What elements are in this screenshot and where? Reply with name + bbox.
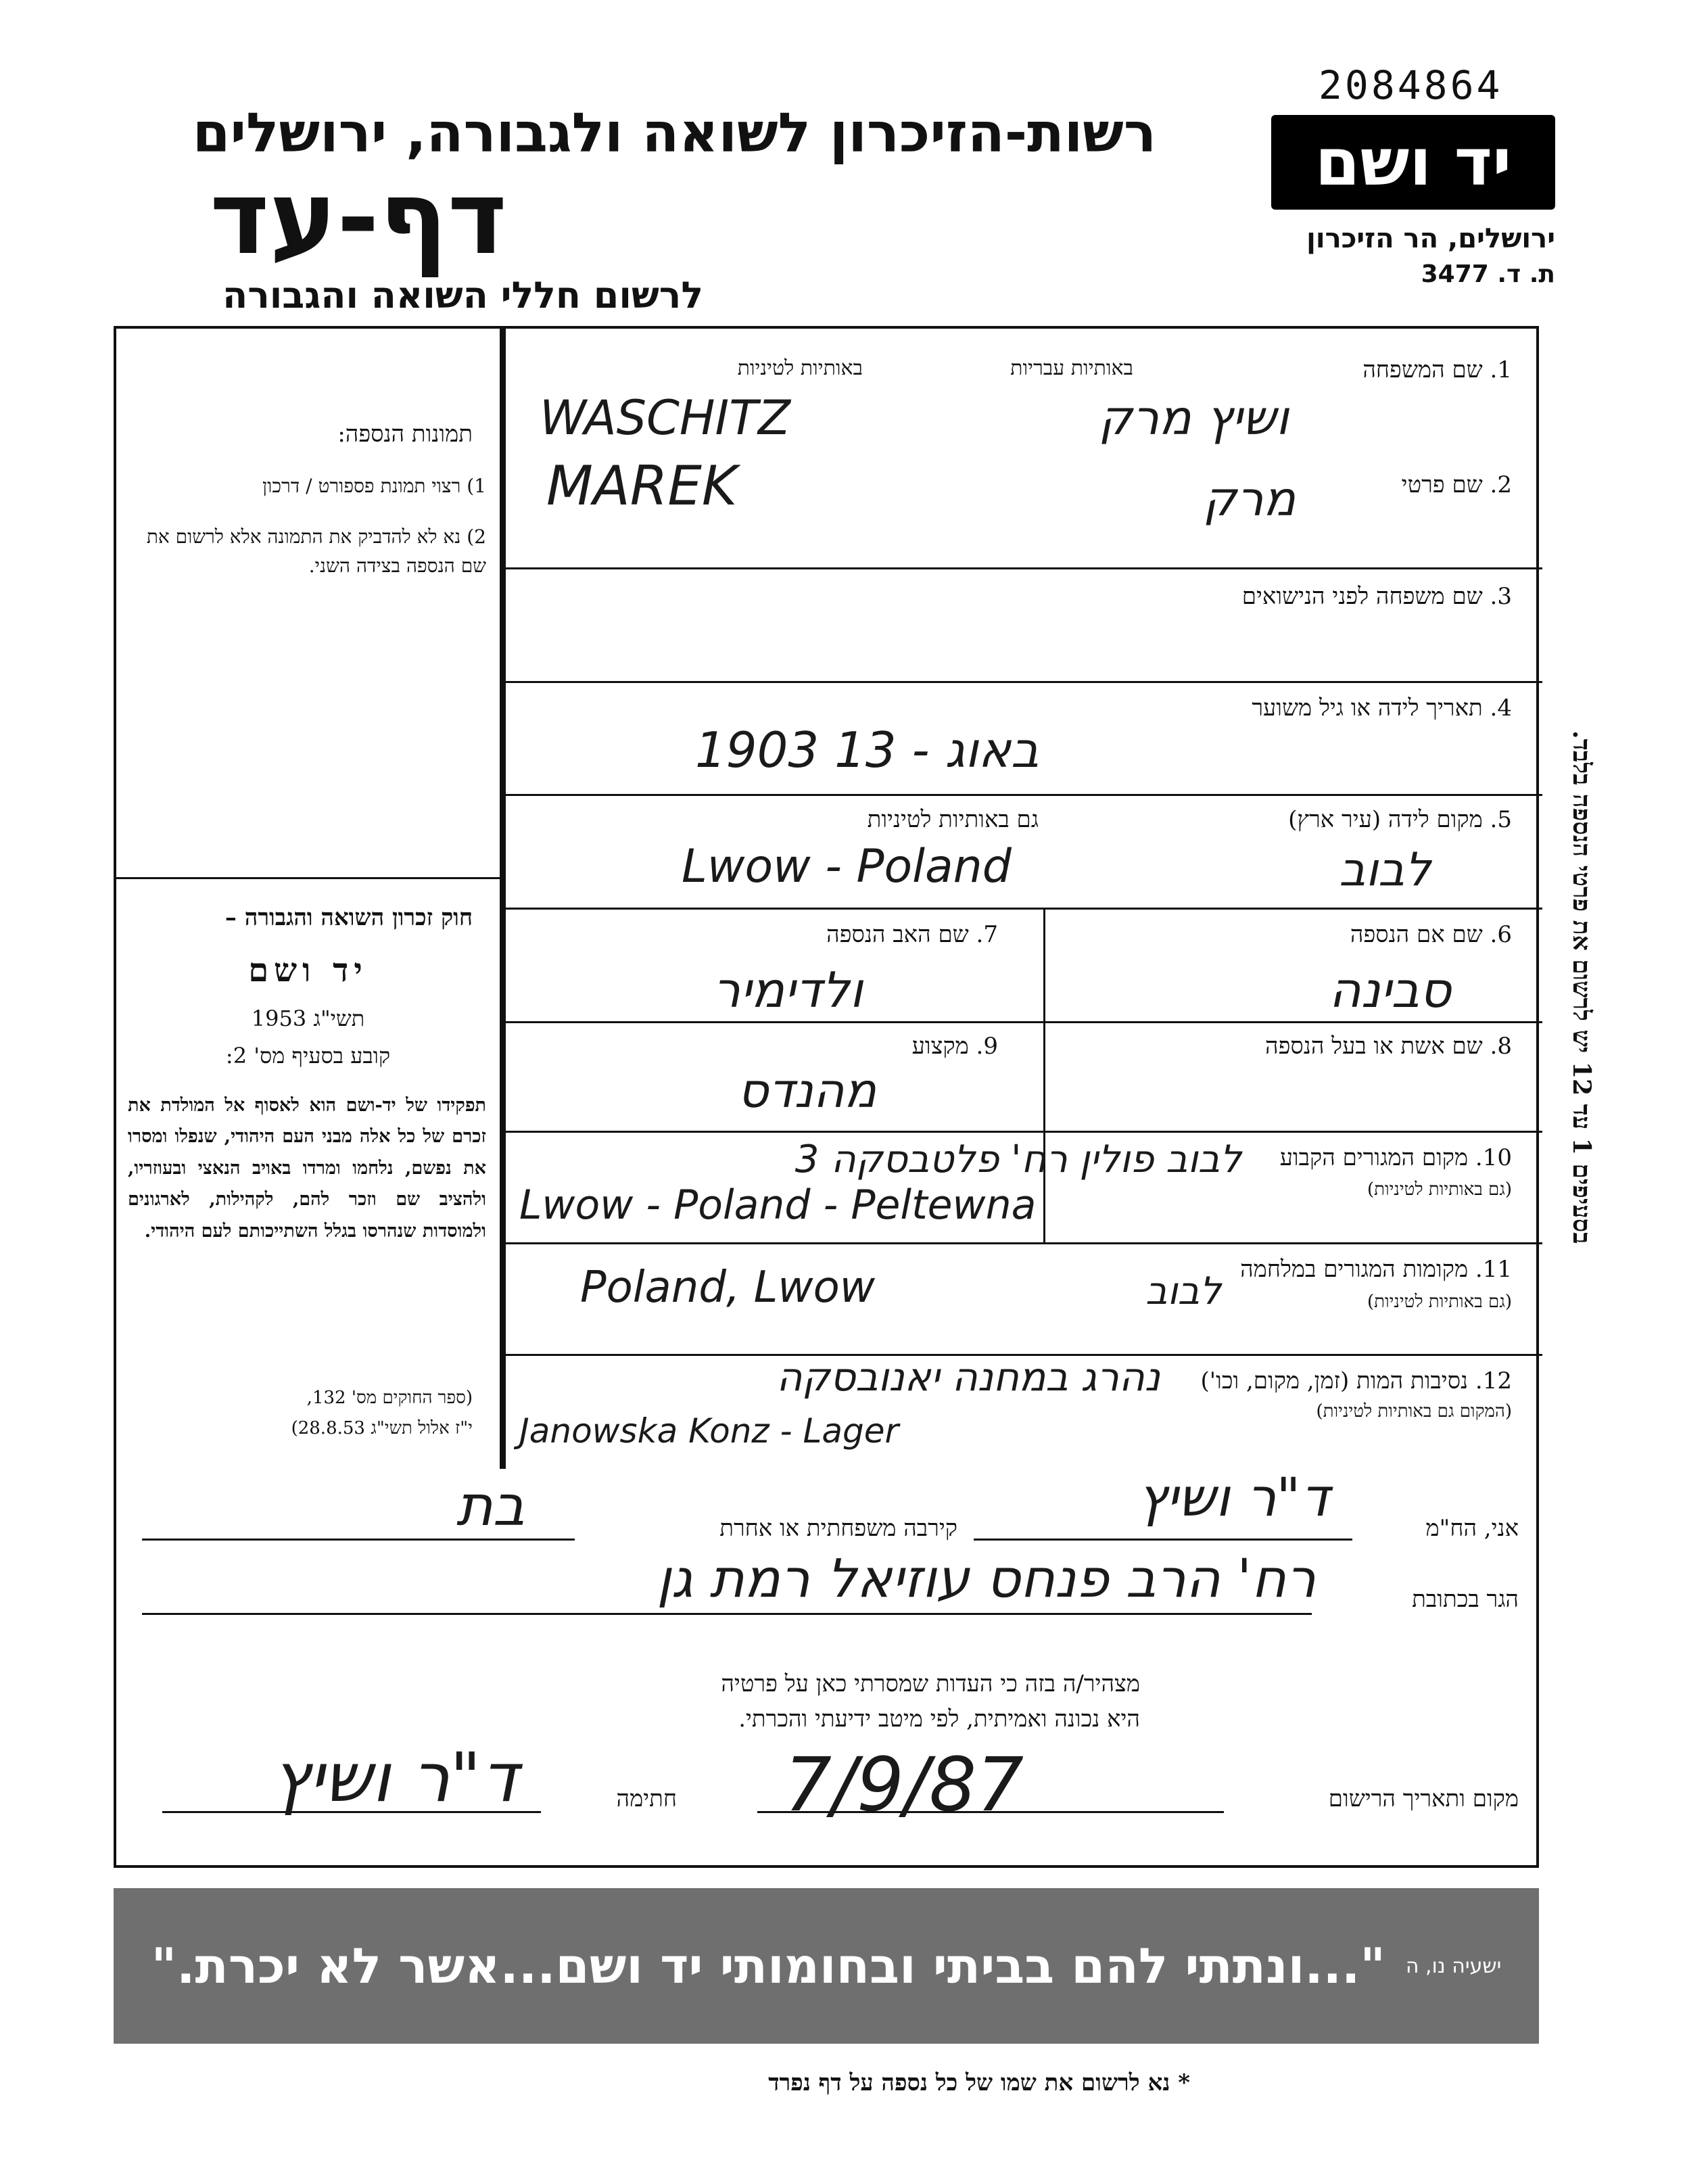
law-section: קובע בסעיף מס' 2: [225,1043,391,1069]
field-7-value[interactable]: ולדימיר [713,962,863,1018]
authority-name: רשות-הזיכרון לשואה ולגבורה, ירושלים [192,101,1156,164]
column-latin-header: באותיות לטיניות [737,356,863,380]
relation-value[interactable]: בת [456,1474,525,1539]
field-10-sublabel: (גם באותיות לטיניות) [1367,1179,1512,1200]
field-12-label: 12. נסיבות המות (זמן, מקום, וכו') [1200,1367,1512,1394]
field-5-hebrew-value[interactable]: לבוב [1339,843,1431,897]
field-11-latin-value[interactable]: Poland, Lwow [580,1263,876,1313]
declarant-label: אני, הח"מ [1425,1515,1519,1542]
field-2-hebrew-value[interactable]: מרק [1203,471,1296,527]
side-note-text: בסעיפים 1 עד 12 יש לרשום את פרטי הנספה בלבד. [1567,730,1596,1244]
signature-label: חתימה [616,1785,677,1812]
field-8-label: 8. שם אשת או בעל הנספה [1265,1033,1512,1060]
law-name: יד ושם [248,952,368,989]
field-1-label: 1. שם המשפחה [1362,356,1512,383]
field-4-value[interactable]: 1903 13 - באוג [695,722,1039,778]
field-5-label: 5. מקום לידה (עיר ארץ) [1288,806,1512,833]
place-date-label: מקום ותאריך הרישום [1328,1785,1519,1812]
field-11-label: 11. מקומות המגורים במלחמה [1240,1256,1512,1283]
field-4-label: 4. תאריך לידה או גיל משוער [1252,695,1512,722]
address-line-2: ת. ד. 3477 [1421,260,1555,288]
address-label: הגר בכתובת [1412,1586,1519,1613]
column-hebrew-header: באותיות עבריות [1010,356,1133,380]
field-11-hebrew-value[interactable]: לבוב [1145,1269,1221,1313]
field-6-label: 6. שם אם הנספה [1350,921,1512,948]
field-12-latin-value[interactable]: Janowska Konz - Lager [519,1411,899,1451]
field-1-hebrew-value[interactable]: ושיץ מרק [1098,390,1289,446]
document-number: 2084864 [1319,62,1503,108]
field-3-label: 3. שם משפחה לפני הנישואים [1241,583,1512,610]
page-title: דף-עד [210,160,507,277]
photo-heading: תמונות הנספה: [337,421,473,448]
field-2-latin-value[interactable]: MAREK [546,454,738,517]
law-reference-1: (ספר החוקים מס' 132, [306,1388,473,1408]
field-9-value[interactable]: מהנדס [738,1063,876,1119]
field-5-latin-value[interactable]: Lwow - Poland [682,840,1012,893]
declarant-name-value[interactable]: ד"ר ושיץ [1137,1468,1329,1528]
signature-value[interactable]: ד"ר ושיץ [272,1738,518,1817]
law-text: תפקידו של יד-ושם הוא לאסוף אל המולדת את זכרם של כל אלה מבני העם היהודי, שנפלו ומסרו את נפשם, נלחמו ומרדו באויב הנאצי ובעוזריו, ולהציב שם וזכר להם, לקהילות, לארגונים ולמוסדות שנהרסו בגלל השתייכותם לעם היהודי. [128,1095,486,1242]
field-10-label: 10. מקום המגורים הקבוע [1279,1144,1512,1171]
field-1-latin-value[interactable]: WASCHITZ [540,390,790,446]
field-7-label: 7. שם האב הנספה [826,921,998,948]
law-year: תשי"ג 1953 [251,1006,365,1031]
photo-note-2: 2) נא לא להדביק את התמונה אלא לרשום את שם הנספה בצידה השני. [146,525,486,578]
field-10-latin-value[interactable]: Lwow - Poland - Peltewna [519,1181,1037,1229]
field-9-label: 9. מקצוע [911,1033,998,1060]
field-6-value[interactable]: סבינה [1329,962,1451,1018]
banner-reference: ישעיה נו, ה [1405,1954,1502,1978]
page-subtitle: לרשום חללי השואה והגבורה [222,274,703,316]
law-reference-2: י"ז אלול תשי"ג 28.8.53) [291,1418,473,1438]
address-value[interactable]: רח' הרב פנחס עוזיאל רמת גן [657,1549,1316,1610]
quote-banner [114,1888,1539,2044]
footer-note: * נא לרשום את שמו של כל נספה על דף נפרד [768,2069,1190,2096]
field-12-sublabel: (המקום גם באותיות לטיניות) [1316,1401,1512,1422]
photo-note-1: 1) רצוי תמונת פספורט / דרכון [262,475,486,497]
field-5-latin-label: גם באותיות לטיניות [867,806,1039,833]
field-10-hebrew-value[interactable]: לבוב פולין רח' פלטבסקה 3 [794,1137,1241,1181]
relation-label: קירבה משפחתית או אחרת [719,1515,957,1542]
field-12-hebrew-value[interactable]: נהרג במחנה יאנובסקה [776,1354,1160,1400]
address-line-1: ירושלים, הר הזיכרון [1306,223,1555,254]
yad-vashem-logo: יד ושם [1271,115,1555,210]
field-11-sublabel: (גם באותיות לטיניות) [1367,1292,1512,1312]
banner-quote: "...ונתתי להם בביתי ובחומותי יד ושם...אשר לא יכרת." [151,1938,1385,1994]
fields-panel [502,326,1539,1469]
field-2-label: 2. שם פרטי [1401,471,1512,498]
left-panel [114,326,502,1469]
side-note [1555,730,1616,1555]
declaration-line-1: מצהיר/ה בזה כי העדות שמסרתי כאן על פרטיה [721,1670,1140,1697]
registration-date-value[interactable]: 7/9/87 [784,1741,1024,1828]
law-heading: חוק זכרון השואה והגבורה – [224,904,473,931]
declaration-line-2: היא נכונה ואמיתית, לפי מיטב ידיעתי והכרתי. [738,1706,1140,1733]
